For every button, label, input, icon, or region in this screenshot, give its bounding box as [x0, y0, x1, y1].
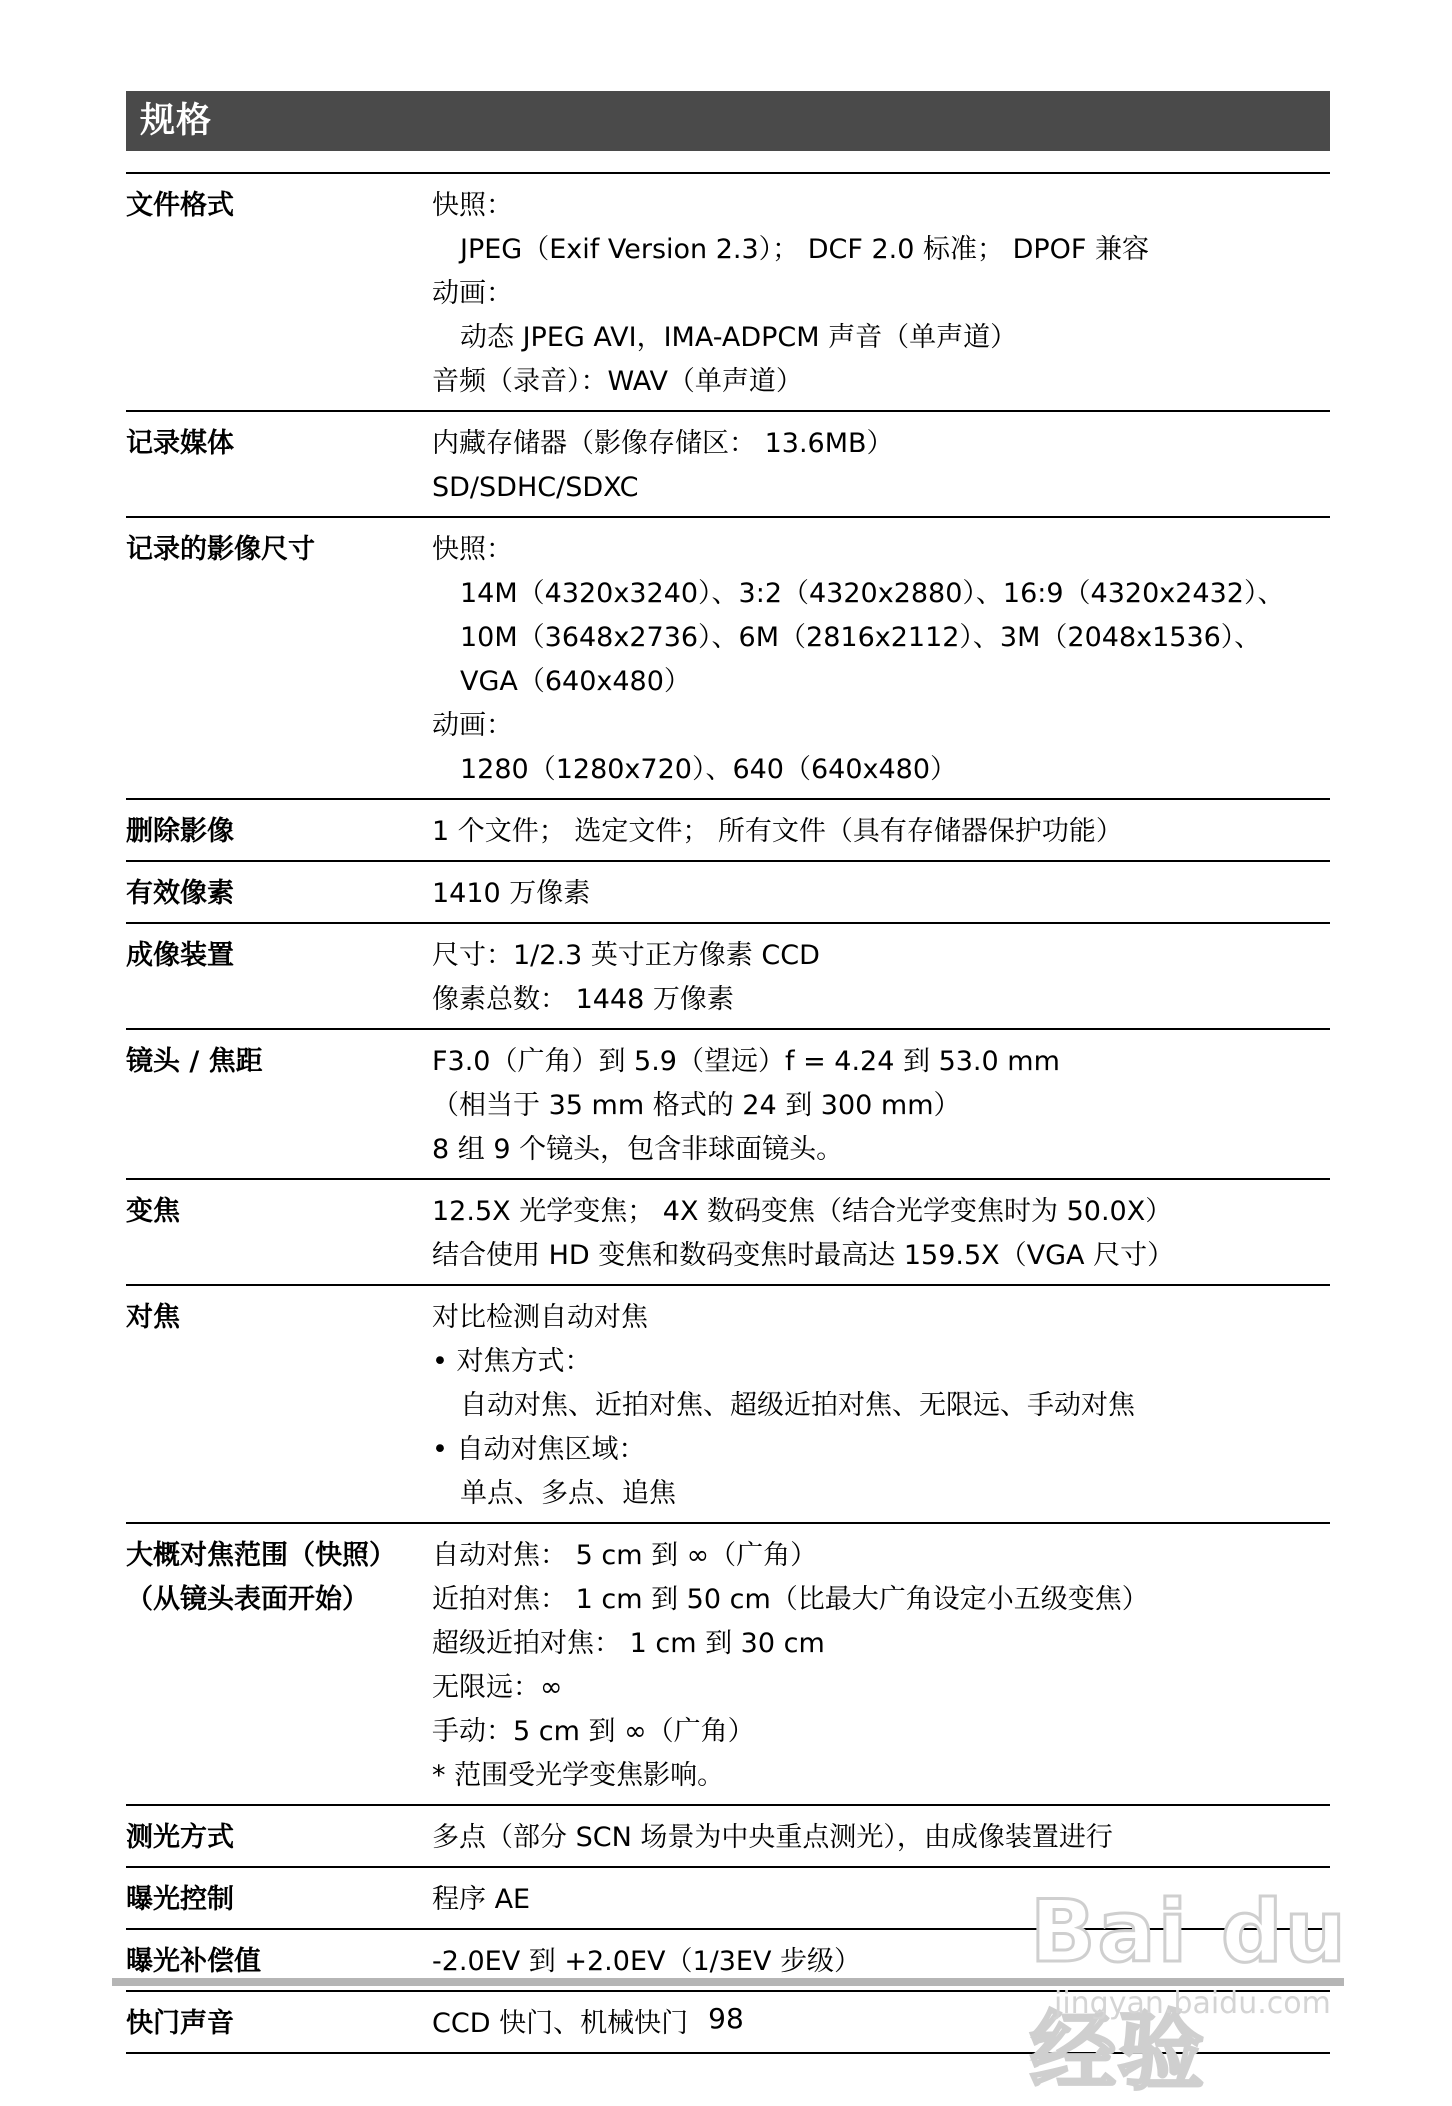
- spec-value-line: 自动对焦、近拍对焦、超级近拍对焦、无限远、手动对焦: [460, 1390, 1135, 1421]
- spec-label: 镜头 / 焦距: [126, 1046, 263, 1077]
- spec-value-line: 手动：5 cm 到 ∞（广角）: [432, 1716, 755, 1747]
- spec-value-line: • 对焦方式：: [432, 1346, 592, 1377]
- spec-value-line: 音频（录音）：WAV（单声道）: [432, 366, 803, 397]
- spec-value-line: 动画：: [432, 278, 513, 309]
- spec-value-line: • 自动对焦区域：: [432, 1434, 646, 1465]
- spec-row: [126, 1286, 1330, 1524]
- spec-value-line: CCD 快门、机械快门: [432, 2008, 689, 2039]
- spec-label: 曝光控制: [126, 1884, 234, 1915]
- section-title: 规格: [126, 91, 1330, 151]
- spec-value-line: 1280（1280x720）、640（640x480）: [460, 754, 958, 785]
- spec-value-line: JPEG（Exif Version 2.3）； DCF 2.0 标准； DPOF 兼容: [460, 234, 1150, 265]
- spec-value: [432, 872, 1330, 916]
- spec-value-line: 单点、多点、追焦: [460, 1478, 676, 1509]
- spec-value-line: VGA（640x480）: [460, 666, 691, 697]
- spec-value-line: 8 组 9 个镜头，包含非球面镜头。: [432, 1134, 844, 1165]
- spec-value-line: 结合使用 HD 变焦和数码变焦时最高达 159.5X（VGA 尺寸）: [432, 1240, 1175, 1271]
- spec-value-line: SD/SDHC/SDXC: [432, 472, 639, 503]
- spec-row: [126, 862, 1330, 924]
- spec-value-line: 14M（4320x3240）、3:2（4320x2880）、16:9（4320x2432）、: [460, 578, 1285, 609]
- spec-label: 快门声音: [126, 2008, 234, 2039]
- spec-value: [432, 184, 1330, 404]
- spec-table: [126, 172, 1330, 2054]
- spec-value-line: 12.5X 光学变焦； 4X 数码变焦（结合光学变焦时为 50.0X）: [432, 1196, 1173, 1227]
- spec-value-line: 快照：: [432, 190, 513, 221]
- spec-value: [432, 1296, 1330, 1516]
- spec-value-line: 1 个文件； 选定文件； 所有文件（具有存储器保护功能）: [432, 816, 1123, 847]
- spec-label: 对焦: [126, 1302, 180, 1333]
- spec-label: 曝光补偿值: [126, 1946, 261, 1977]
- page-number: 98: [708, 2002, 744, 2035]
- spec-row: [126, 1030, 1330, 1180]
- spec-value-line: 10M（3648x2736）、6M（2816x2112）、3M（2048x1536）、: [460, 622, 1262, 653]
- spec-value-line: （相当于 35 mm 格式的 24 到 300 mm）: [432, 1090, 961, 1121]
- spec-value-line: 像素总数： 1448 万像素: [432, 984, 734, 1015]
- spec-row: [126, 800, 1330, 862]
- spec-value-line: 内藏存储器（影像存储区： 13.6MB）: [432, 428, 894, 459]
- spec-value: [432, 422, 1330, 510]
- spec-value-line: 超级近拍对焦： 1 cm 到 30 cm: [432, 1628, 825, 1659]
- spec-label: 文件格式: [126, 190, 234, 221]
- spec-row: [126, 1180, 1330, 1286]
- spec-value-line: F3.0（广角）到 5.9（望远）f = 4.24 到 53.0 mm: [432, 1046, 1060, 1077]
- spec-value-line: * 范围受光学变焦影响。: [432, 1760, 725, 1791]
- spec-value-line: 动画：: [432, 710, 513, 741]
- spec-value-line: 1410 万像素: [432, 878, 591, 909]
- spec-value-line: 多点（部分 SCN 场景为中央重点测光），由成像装置进行: [432, 1822, 1113, 1853]
- spec-label: 测光方式: [126, 1822, 234, 1853]
- spec-value: [432, 528, 1330, 792]
- spec-label: 有效像素: [126, 878, 234, 909]
- spec-value-line: 快照：: [432, 534, 513, 565]
- spec-label: 删除影像: [126, 816, 234, 847]
- spec-label: 成像装置: [126, 940, 234, 971]
- spec-label: 变焦: [126, 1196, 180, 1227]
- spec-row: [126, 924, 1330, 1030]
- watermark-brand: Bai du 经验: [1030, 1882, 1348, 2102]
- watermark-url: jingyan.baidu.com: [1054, 1986, 1331, 2021]
- spec-value-line: 程序 AE: [432, 1884, 531, 1915]
- spec-value-line: 对比检测自动对焦: [432, 1302, 648, 1333]
- spec-row: [126, 174, 1330, 412]
- spec-value-line: 动态 JPEG AVI，IMA-ADPCM 声音（单声道）: [460, 322, 1018, 353]
- spec-label: 记录媒体: [126, 428, 234, 459]
- spec-value: [432, 810, 1330, 854]
- spec-value: [432, 1534, 1330, 1798]
- spec-label: 大概对焦范围（快照） （从镜头表面开始）: [126, 1540, 396, 1615]
- spec-row: [126, 518, 1330, 800]
- spec-row: [126, 1524, 1330, 1806]
- spec-value: [432, 1190, 1330, 1278]
- spec-value-line: 自动对焦： 5 cm 到 ∞（广角）: [432, 1540, 818, 1571]
- spec-value-line: 无限远：∞: [432, 1672, 563, 1703]
- spec-value-line: 近拍对焦： 1 cm 到 50 cm（比最大广角设定小五级变焦）: [432, 1584, 1149, 1615]
- watermark-logo: [1020, 1850, 1370, 2102]
- spec-value-line: 尺寸：1/2.3 英寸正方像素 CCD: [432, 940, 820, 971]
- spec-value: [432, 934, 1330, 1022]
- spec-value: [432, 1040, 1330, 1172]
- spec-label: 记录的影像尺寸: [126, 534, 315, 565]
- spec-value-line: -2.0EV 到 +2.0EV（1/3EV 步级）: [432, 1946, 862, 1977]
- spec-row: [126, 412, 1330, 518]
